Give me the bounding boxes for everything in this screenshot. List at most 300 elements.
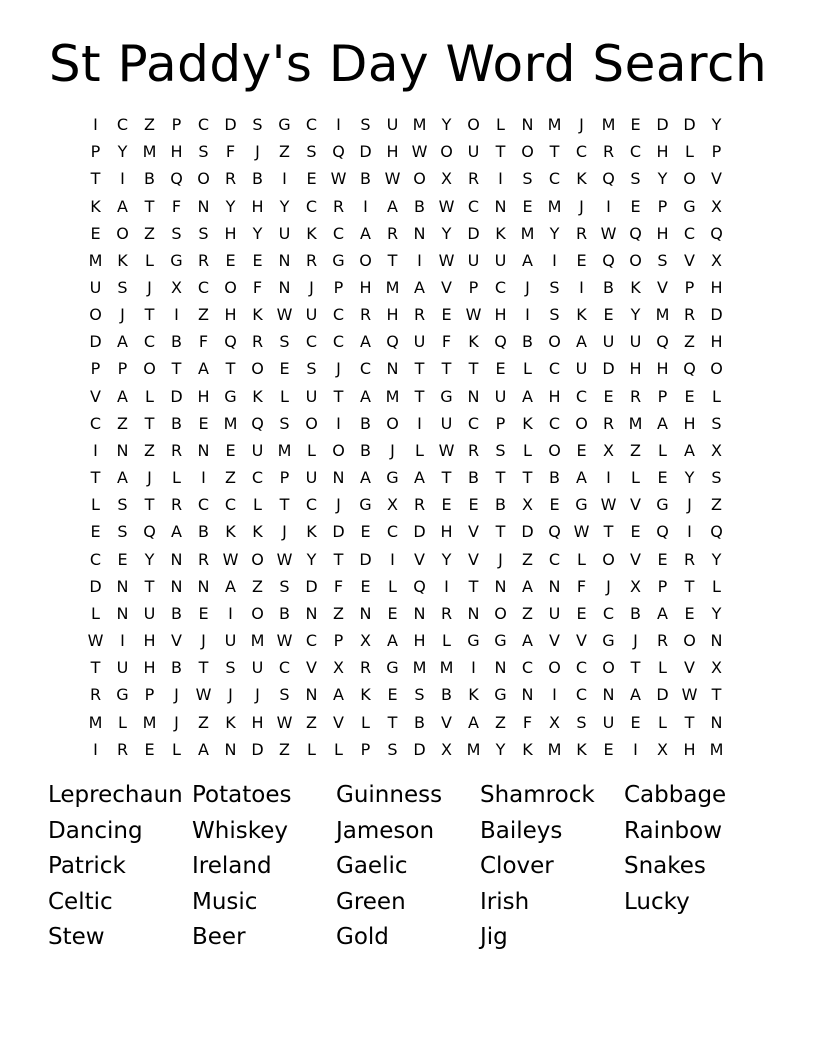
grid-letter[interactable]: Q xyxy=(629,223,642,243)
grid-letter[interactable]: B xyxy=(522,332,533,352)
grid-letter[interactable]: A xyxy=(657,603,668,623)
grid-letter[interactable]: L xyxy=(307,440,316,460)
grid-letter[interactable]: U xyxy=(467,142,480,162)
grid-letter[interactable]: T xyxy=(144,413,155,433)
grid-letter[interactable]: N xyxy=(386,359,399,379)
grid-letter[interactable]: G xyxy=(602,631,615,651)
grid-letter[interactable]: X xyxy=(441,739,452,759)
grid-letter[interactable]: R xyxy=(467,169,480,189)
grid-letter[interactable]: E xyxy=(684,603,695,623)
grid-letter[interactable]: C xyxy=(548,169,561,189)
grid-letter[interactable]: L xyxy=(523,359,532,379)
grid-letter[interactable]: J xyxy=(579,115,584,135)
grid-letter[interactable]: S xyxy=(117,522,128,542)
grid-letter[interactable]: H xyxy=(386,142,399,162)
grid-letter[interactable]: S xyxy=(576,712,587,732)
grid-letter[interactable]: H xyxy=(440,522,453,542)
grid-letter[interactable]: C xyxy=(575,658,588,678)
grid-letter[interactable]: Q xyxy=(494,332,507,352)
grid-letter[interactable]: E xyxy=(630,196,641,216)
grid-letter[interactable]: G xyxy=(278,115,291,135)
grid-letter[interactable]: M xyxy=(547,196,562,216)
grid-letter[interactable]: T xyxy=(495,468,506,488)
grid-letter[interactable]: C xyxy=(359,359,372,379)
grid-letter[interactable]: T xyxy=(468,359,479,379)
grid-letter[interactable]: N xyxy=(710,712,723,732)
grid-letter[interactable]: L xyxy=(658,440,667,460)
grid-letter[interactable]: V xyxy=(441,278,452,298)
grid-letter[interactable]: F xyxy=(333,576,344,596)
grid-letter[interactable]: L xyxy=(361,712,370,732)
grid-letter[interactable]: W xyxy=(195,685,212,705)
grid-letter[interactable]: N xyxy=(116,576,129,596)
grid-letter[interactable]: V xyxy=(90,386,101,406)
grid-letter[interactable]: A xyxy=(117,468,128,488)
grid-letter[interactable]: Q xyxy=(710,522,723,542)
grid-letter[interactable]: T xyxy=(144,495,155,515)
grid-letter[interactable]: C xyxy=(467,196,480,216)
grid-letter[interactable]: W xyxy=(573,522,590,542)
grid-letter[interactable]: X xyxy=(630,576,641,596)
grid-letter[interactable]: Q xyxy=(332,142,345,162)
grid-letter[interactable]: H xyxy=(386,305,399,325)
grid-letter[interactable]: W xyxy=(438,196,455,216)
grid-letter[interactable]: U xyxy=(305,386,318,406)
grid-letter[interactable]: V xyxy=(171,631,182,651)
grid-letter[interactable]: M xyxy=(412,115,427,135)
grid-letter[interactable]: A xyxy=(117,386,128,406)
grid-letter[interactable]: O xyxy=(224,278,237,298)
grid-letter[interactable]: S xyxy=(279,413,290,433)
grid-letter[interactable]: O xyxy=(602,658,615,678)
grid-letter[interactable]: W xyxy=(465,305,482,325)
grid-letter[interactable]: K xyxy=(522,413,533,433)
grid-letter[interactable]: V xyxy=(549,631,560,651)
grid-letter[interactable]: S xyxy=(495,440,506,460)
grid-letter[interactable]: J xyxy=(498,549,503,569)
grid-letter[interactable]: S xyxy=(171,223,182,243)
grid-letter[interactable]: M xyxy=(88,712,103,732)
grid-letter[interactable]: D xyxy=(305,576,318,596)
grid-letter[interactable]: N xyxy=(521,685,534,705)
grid-letter[interactable]: G xyxy=(575,495,588,515)
grid-letter[interactable]: K xyxy=(495,223,506,243)
grid-letter[interactable]: B xyxy=(360,169,371,189)
grid-letter[interactable]: V xyxy=(468,522,479,542)
grid-letter[interactable]: G xyxy=(332,250,345,270)
grid-letter[interactable]: K xyxy=(90,196,101,216)
grid-letter[interactable]: Q xyxy=(224,332,237,352)
grid-letter[interactable]: K xyxy=(576,305,587,325)
grid-letter[interactable]: E xyxy=(117,549,128,569)
grid-letter[interactable]: I xyxy=(687,522,692,542)
grid-letter[interactable]: N xyxy=(602,685,615,705)
grid-letter[interactable]: Q xyxy=(251,413,264,433)
grid-letter[interactable]: N xyxy=(413,603,426,623)
grid-letter[interactable]: U xyxy=(494,386,507,406)
grid-letter[interactable]: S xyxy=(279,576,290,596)
grid-letter[interactable]: H xyxy=(359,278,372,298)
grid-letter[interactable]: E xyxy=(360,576,371,596)
grid-letter[interactable]: D xyxy=(251,739,264,759)
grid-letter[interactable]: R xyxy=(656,631,669,651)
grid-letter[interactable]: G xyxy=(683,196,696,216)
grid-letter[interactable]: I xyxy=(201,468,206,488)
grid-letter[interactable]: N xyxy=(710,631,723,651)
grid-letter[interactable]: M xyxy=(250,631,265,651)
grid-letter[interactable]: H xyxy=(710,332,723,352)
grid-letter[interactable]: J xyxy=(336,359,341,379)
grid-letter[interactable]: M xyxy=(142,712,157,732)
grid-letter[interactable]: X xyxy=(711,196,722,216)
grid-letter[interactable]: R xyxy=(440,603,453,623)
grid-letter[interactable]: Y xyxy=(711,549,722,569)
grid-letter[interactable]: M xyxy=(385,386,400,406)
grid-letter[interactable]: J xyxy=(174,685,179,705)
grid-letter[interactable]: U xyxy=(89,278,102,298)
grid-letter[interactable]: I xyxy=(552,685,557,705)
grid-letter[interactable]: O xyxy=(683,631,696,651)
grid-letter[interactable]: B xyxy=(495,495,506,515)
grid-letter[interactable]: A xyxy=(360,468,371,488)
grid-letter[interactable]: G xyxy=(494,685,507,705)
grid-letter[interactable]: G xyxy=(440,386,453,406)
grid-letter[interactable]: H xyxy=(251,196,264,216)
grid-letter[interactable]: S xyxy=(522,169,533,189)
grid-letter[interactable]: K xyxy=(306,223,317,243)
grid-letter[interactable]: T xyxy=(144,196,155,216)
grid-letter[interactable]: I xyxy=(120,169,125,189)
grid-letter[interactable]: C xyxy=(683,223,696,243)
grid-letter[interactable]: T xyxy=(414,359,425,379)
grid-letter[interactable]: S xyxy=(657,250,668,270)
grid-letter[interactable]: G xyxy=(170,250,183,270)
grid-letter[interactable]: S xyxy=(549,278,560,298)
grid-letter[interactable]: O xyxy=(467,115,480,135)
grid-letter[interactable]: Q xyxy=(386,332,399,352)
grid-letter[interactable]: H xyxy=(656,142,669,162)
grid-letter[interactable]: W xyxy=(681,685,698,705)
grid-letter[interactable]: H xyxy=(224,305,237,325)
grid-letter[interactable]: E xyxy=(198,603,209,623)
grid-letter[interactable]: E xyxy=(576,440,587,460)
grid-letter[interactable]: B xyxy=(144,169,155,189)
grid-letter[interactable]: B xyxy=(171,332,182,352)
grid-letter[interactable]: Y xyxy=(441,223,452,243)
grid-letter[interactable]: B xyxy=(360,413,371,433)
grid-letter[interactable]: F xyxy=(522,712,533,732)
grid-letter[interactable]: H xyxy=(143,631,156,651)
grid-letter[interactable]: D xyxy=(332,522,345,542)
grid-letter[interactable]: C xyxy=(332,223,345,243)
grid-letter[interactable]: N xyxy=(359,603,372,623)
grid-letter[interactable]: S xyxy=(117,495,128,515)
grid-letter[interactable]: F xyxy=(225,142,236,162)
grid-letter[interactable]: O xyxy=(602,549,615,569)
grid-letter[interactable]: W xyxy=(276,549,293,569)
grid-letter[interactable]: W xyxy=(276,712,293,732)
grid-letter[interactable]: B xyxy=(171,658,182,678)
grid-letter[interactable]: A xyxy=(414,468,425,488)
grid-letter[interactable]: C xyxy=(197,278,210,298)
grid-letter[interactable]: M xyxy=(142,142,157,162)
grid-letter[interactable]: I xyxy=(525,305,530,325)
grid-letter[interactable]: D xyxy=(89,332,102,352)
grid-letter[interactable]: C xyxy=(305,115,318,135)
grid-letter[interactable]: M xyxy=(628,413,643,433)
grid-letter[interactable]: S xyxy=(279,332,290,352)
grid-letter[interactable]: C xyxy=(224,495,237,515)
grid-letter[interactable]: Y xyxy=(684,468,695,488)
grid-letter[interactable]: I xyxy=(228,603,233,623)
grid-letter[interactable]: E xyxy=(603,739,614,759)
grid-letter[interactable]: I xyxy=(606,196,611,216)
grid-letter[interactable]: L xyxy=(685,142,694,162)
grid-letter[interactable]: Z xyxy=(495,712,506,732)
grid-letter[interactable]: W xyxy=(411,142,428,162)
grid-letter[interactable]: D xyxy=(656,115,669,135)
grid-letter[interactable]: O xyxy=(710,359,723,379)
grid-letter[interactable]: T xyxy=(684,576,695,596)
grid-letter[interactable]: C xyxy=(305,495,318,515)
grid-letter[interactable]: N xyxy=(170,549,183,569)
grid-letter[interactable]: I xyxy=(93,739,98,759)
grid-letter[interactable]: J xyxy=(174,712,179,732)
grid-letter[interactable]: E xyxy=(549,495,560,515)
grid-letter[interactable]: N xyxy=(116,603,129,623)
grid-letter[interactable]: E xyxy=(360,522,371,542)
grid-letter[interactable]: T xyxy=(90,468,101,488)
grid-letter[interactable]: A xyxy=(360,386,371,406)
grid-letter[interactable]: O xyxy=(548,332,561,352)
grid-letter[interactable]: I xyxy=(444,576,449,596)
grid-letter[interactable]: A xyxy=(522,386,533,406)
grid-letter[interactable]: C xyxy=(116,115,129,135)
grid-letter[interactable]: L xyxy=(658,658,667,678)
grid-letter[interactable]: O xyxy=(629,250,642,270)
grid-letter[interactable]: M xyxy=(547,739,562,759)
grid-letter[interactable]: Q xyxy=(602,250,615,270)
grid-letter[interactable]: N xyxy=(494,658,507,678)
grid-letter[interactable]: S xyxy=(279,685,290,705)
grid-letter[interactable]: J xyxy=(309,278,314,298)
grid-letter[interactable]: S xyxy=(549,305,560,325)
grid-letter[interactable]: U xyxy=(629,332,642,352)
grid-letter[interactable]: U xyxy=(305,468,318,488)
grid-letter[interactable]: C xyxy=(197,115,210,135)
grid-letter[interactable]: T xyxy=(387,712,398,732)
grid-letter[interactable]: Y xyxy=(144,549,155,569)
grid-letter[interactable]: T xyxy=(333,386,344,406)
grid-letter[interactable]: B xyxy=(171,413,182,433)
grid-letter[interactable]: C xyxy=(602,603,615,623)
grid-letter[interactable]: C xyxy=(386,522,399,542)
grid-letter[interactable]: U xyxy=(440,413,453,433)
grid-letter[interactable]: E xyxy=(387,685,398,705)
grid-letter[interactable]: U xyxy=(467,250,480,270)
grid-letter[interactable]: P xyxy=(333,631,344,651)
grid-letter[interactable]: T xyxy=(90,169,101,189)
grid-letter[interactable]: C xyxy=(305,196,318,216)
grid-letter[interactable]: X xyxy=(711,250,722,270)
grid-letter[interactable]: E xyxy=(252,250,263,270)
grid-letter[interactable]: U xyxy=(224,631,237,651)
grid-letter[interactable]: A xyxy=(387,631,398,651)
grid-letter[interactable]: R xyxy=(413,305,426,325)
grid-letter[interactable]: K xyxy=(522,739,533,759)
grid-letter[interactable]: T xyxy=(441,468,452,488)
grid-letter[interactable]: P xyxy=(468,278,479,298)
grid-letter[interactable]: L xyxy=(280,386,289,406)
grid-letter[interactable]: K xyxy=(117,250,128,270)
grid-letter[interactable]: T xyxy=(198,658,209,678)
grid-letter[interactable]: P xyxy=(657,576,668,596)
grid-letter[interactable]: J xyxy=(525,278,530,298)
grid-letter[interactable]: X xyxy=(711,440,722,460)
grid-letter[interactable]: A xyxy=(117,196,128,216)
grid-letter[interactable]: G xyxy=(224,386,237,406)
grid-letter[interactable]: Q xyxy=(548,522,561,542)
grid-letter[interactable]: J xyxy=(633,631,638,651)
grid-letter[interactable]: T xyxy=(468,576,479,596)
grid-letter[interactable]: V xyxy=(684,658,695,678)
grid-letter[interactable]: N xyxy=(494,196,507,216)
grid-letter[interactable]: O xyxy=(548,658,561,678)
grid-letter[interactable]: K xyxy=(360,685,371,705)
grid-letter[interactable]: V xyxy=(711,169,722,189)
grid-letter[interactable]: O xyxy=(440,142,453,162)
grid-letter[interactable]: E xyxy=(630,712,641,732)
grid-letter[interactable]: K xyxy=(306,522,317,542)
grid-letter[interactable]: X xyxy=(522,495,533,515)
grid-letter[interactable]: A xyxy=(171,522,182,542)
grid-letter[interactable]: L xyxy=(496,115,505,135)
grid-letter[interactable]: M xyxy=(466,739,481,759)
grid-letter[interactable]: P xyxy=(90,142,101,162)
grid-letter[interactable]: F xyxy=(576,576,587,596)
grid-letter[interactable]: L xyxy=(145,250,154,270)
grid-letter[interactable]: B xyxy=(171,603,182,623)
grid-letter[interactable]: F xyxy=(441,332,452,352)
grid-letter[interactable]: Z xyxy=(144,115,155,135)
grid-letter[interactable]: A xyxy=(576,332,587,352)
grid-letter[interactable]: L xyxy=(523,440,532,460)
grid-letter[interactable]: U xyxy=(494,250,507,270)
grid-letter[interactable]: I xyxy=(363,196,368,216)
grid-letter[interactable]: D xyxy=(683,115,696,135)
grid-letter[interactable]: T xyxy=(630,658,641,678)
grid-letter[interactable]: C xyxy=(548,549,561,569)
grid-letter[interactable]: G xyxy=(494,631,507,651)
grid-letter[interactable]: H xyxy=(143,658,156,678)
grid-letter[interactable]: T xyxy=(522,468,533,488)
grid-letter[interactable]: M xyxy=(439,658,454,678)
grid-letter[interactable]: T xyxy=(711,685,722,705)
grid-letter[interactable]: P xyxy=(657,386,668,406)
grid-letter[interactable]: Z xyxy=(144,223,155,243)
grid-letter[interactable]: S xyxy=(360,115,371,135)
grid-letter[interactable]: E xyxy=(576,250,587,270)
grid-letter[interactable]: E xyxy=(630,115,641,135)
grid-letter[interactable]: Y xyxy=(441,115,452,135)
grid-letter[interactable]: N xyxy=(467,603,480,623)
grid-letter[interactable]: O xyxy=(548,440,561,460)
grid-letter[interactable]: P xyxy=(90,359,101,379)
grid-letter[interactable]: R xyxy=(170,440,183,460)
grid-letter[interactable]: M xyxy=(547,115,562,135)
grid-letter[interactable]: Z xyxy=(522,603,533,623)
grid-letter[interactable]: W xyxy=(87,631,104,651)
grid-letter[interactable]: W xyxy=(276,631,293,651)
grid-letter[interactable]: Y xyxy=(441,549,452,569)
grid-letter[interactable]: C xyxy=(332,305,345,325)
grid-letter[interactable]: H xyxy=(656,359,669,379)
grid-letter[interactable]: C xyxy=(332,332,345,352)
grid-letter[interactable]: A xyxy=(198,359,209,379)
grid-letter[interactable]: H xyxy=(494,305,507,325)
grid-letter[interactable]: S xyxy=(198,223,209,243)
grid-letter[interactable]: A xyxy=(468,712,479,732)
grid-letter[interactable]: N xyxy=(521,115,534,135)
grid-letter[interactable]: R xyxy=(197,549,210,569)
grid-letter[interactable]: U xyxy=(251,658,264,678)
grid-letter[interactable]: M xyxy=(709,739,724,759)
grid-letter[interactable]: L xyxy=(577,549,586,569)
grid-letter[interactable]: P xyxy=(279,468,290,488)
grid-letter[interactable]: C xyxy=(143,332,156,352)
grid-letter[interactable]: I xyxy=(417,413,422,433)
grid-letter[interactable]: B xyxy=(252,169,263,189)
grid-letter[interactable]: R xyxy=(359,658,372,678)
grid-letter[interactable]: A xyxy=(657,413,668,433)
grid-letter[interactable]: Q xyxy=(170,169,183,189)
grid-letter[interactable]: E xyxy=(225,250,236,270)
grid-letter[interactable]: C xyxy=(467,413,480,433)
grid-letter[interactable]: I xyxy=(93,440,98,460)
grid-letter[interactable]: E xyxy=(495,359,506,379)
grid-letter[interactable]: Z xyxy=(333,603,344,623)
grid-letter[interactable]: R xyxy=(197,250,210,270)
grid-letter[interactable]: N xyxy=(197,576,210,596)
grid-letter[interactable]: Y xyxy=(549,223,560,243)
grid-letter[interactable]: J xyxy=(255,685,260,705)
grid-letter[interactable]: M xyxy=(412,658,427,678)
grid-letter[interactable]: D xyxy=(413,522,426,542)
grid-letter[interactable]: G xyxy=(386,658,399,678)
grid-letter[interactable]: M xyxy=(277,440,292,460)
grid-letter[interactable]: A xyxy=(684,440,695,460)
grid-letter[interactable]: K xyxy=(468,332,479,352)
grid-letter[interactable]: Z xyxy=(279,142,290,162)
grid-letter[interactable]: A xyxy=(360,332,371,352)
grid-letter[interactable]: I xyxy=(633,739,638,759)
grid-letter[interactable]: C xyxy=(494,278,507,298)
grid-letter[interactable]: D xyxy=(710,305,723,325)
grid-letter[interactable]: O xyxy=(332,440,345,460)
grid-letter[interactable]: I xyxy=(606,468,611,488)
grid-letter[interactable]: X xyxy=(711,658,722,678)
grid-letter[interactable]: R xyxy=(683,549,696,569)
grid-letter[interactable]: E xyxy=(198,413,209,433)
grid-letter[interactable]: V xyxy=(630,549,641,569)
grid-letter[interactable]: W xyxy=(276,305,293,325)
grid-letter[interactable]: D xyxy=(359,142,372,162)
grid-letter[interactable]: C xyxy=(197,495,210,515)
grid-letter[interactable]: P xyxy=(171,115,182,135)
grid-letter[interactable]: E xyxy=(657,468,668,488)
grid-letter[interactable]: E xyxy=(90,223,101,243)
grid-letter[interactable]: C xyxy=(89,549,102,569)
